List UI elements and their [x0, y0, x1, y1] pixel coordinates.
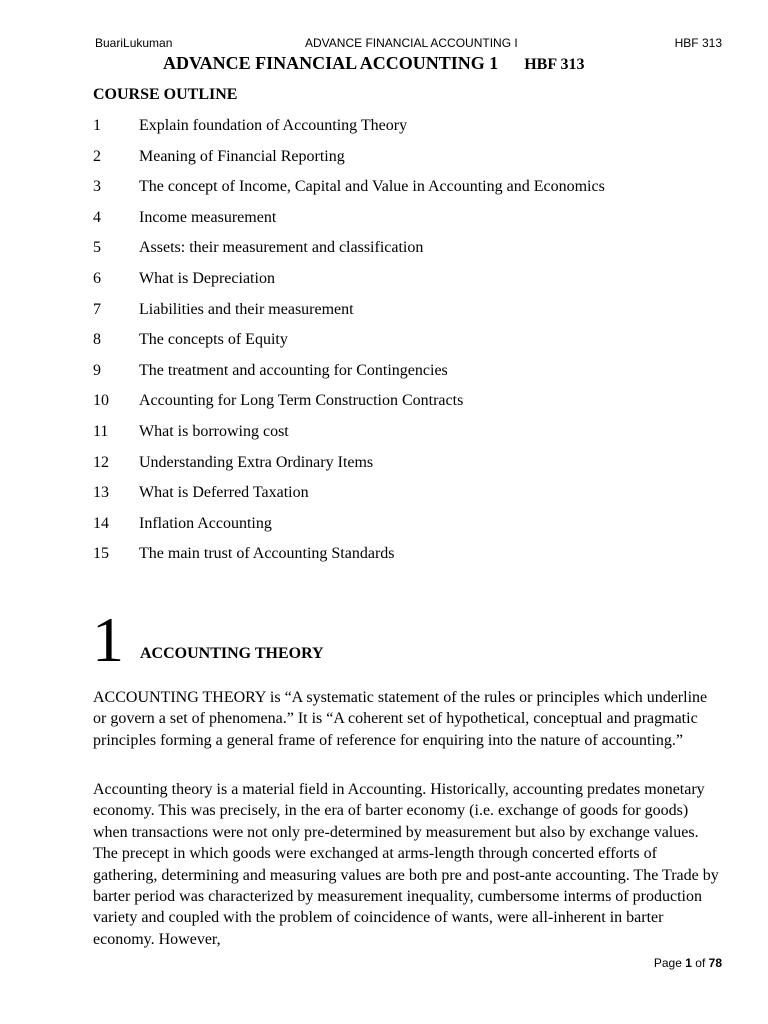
outline-item — [93, 299, 713, 330]
header-course-code: HBF 313 — [674, 36, 722, 50]
outline-item-number: 4 — [93, 208, 101, 226]
course-outline-heading: COURSE OUTLINE — [93, 86, 238, 103]
outline-item — [93, 115, 713, 146]
outline-item-text: What is Depreciation — [139, 269, 275, 287]
outline-item-text: Income measurement — [139, 208, 277, 226]
body-paragraph: Accounting theory is a material field in Accounting. Historically, accounting predates monetary economy. This was precisely, in the era of barter economy (i.e. exchange of goods for goods) when transactions were not only pre-determined by measurement but also by exchange values. The precept in which goods were exchanged at arms-length through concerted efforts of gathering, determining and measuring values are both pre and post-ante accounting. The Trade by barter period was characterized by measurement inequality, cumbersome interms of production variety and coupled with the problem of coincidence of wants, were all-inherent in barter economy. However, — [93, 781, 719, 948]
outline-item-text: What is Deferred Taxation — [139, 484, 309, 502]
outline-item — [93, 237, 713, 268]
chapter-number: 1 — [92, 604, 124, 675]
outline-item-number: 14 — [93, 514, 109, 532]
outline-item — [93, 360, 713, 391]
course-outline-list — [93, 115, 713, 574]
body-paragraph: ACCOUNTING THEORY is “A systematic statement of the rules or principles which underline or govern a set of phenomena.” It is “A coherent set of hypothetical, conceptual and pragmatic principles forming a general frame of reference for enquiring into the nature of accounting.” — [93, 689, 708, 749]
outline-item-text: Inflation Accounting — [139, 514, 272, 532]
document-title-code: HBF 313 — [524, 56, 585, 73]
document-title — [163, 53, 683, 74]
header-running-title: ADVANCE FINANCIAL ACCOUNTING I — [305, 36, 518, 50]
outline-item-number: 11 — [93, 422, 109, 440]
outline-item-number: 8 — [93, 331, 101, 349]
outline-item — [93, 543, 713, 574]
outline-item-number: 7 — [93, 300, 101, 318]
outline-item-text: The main trust of Accounting Standards — [139, 545, 395, 563]
outline-item-number: 3 — [93, 178, 101, 196]
outline-item-text: Understanding Extra Ordinary Items — [139, 453, 374, 471]
outline-item-number: 12 — [93, 453, 109, 471]
page-current: 1 — [685, 956, 692, 970]
outline-item — [93, 329, 713, 360]
outline-item — [93, 390, 713, 421]
outline-item-text: What is borrowing cost — [139, 422, 289, 440]
outline-item-text: Accounting for Long Term Construction Contracts — [139, 392, 464, 410]
outline-item — [93, 146, 713, 177]
outline-item-text: The concepts of Equity — [139, 331, 288, 349]
header-author: BuariLukuman — [95, 36, 173, 50]
document-title-main: ADVANCE FINANCIAL ACCOUNTING 1 — [163, 53, 499, 73]
outline-item — [93, 482, 713, 513]
outline-item — [93, 421, 713, 452]
outline-item-number: 13 — [93, 484, 109, 502]
page-number-footer — [654, 956, 722, 970]
outline-item-text: Explain foundation of Accounting Theory — [139, 117, 408, 134]
outline-item — [93, 513, 713, 544]
outline-item-number: 9 — [93, 361, 101, 379]
outline-item-number: 1 — [93, 117, 101, 134]
page-of-label: of — [695, 956, 706, 970]
page-label: Page — [653, 956, 682, 970]
outline-item-number: 6 — [93, 269, 101, 287]
outline-item-text: Liabilities and their measurement — [139, 300, 354, 318]
outline-item-text: Assets: their measurement and classification — [139, 239, 424, 257]
outline-item-text: Meaning of Financial Reporting — [139, 147, 345, 165]
outline-item — [93, 268, 713, 299]
outline-item — [93, 452, 713, 483]
outline-item — [93, 207, 713, 238]
outline-item-number: 10 — [93, 392, 109, 410]
page-total: 78 — [708, 956, 722, 970]
outline-item-number: 2 — [93, 147, 101, 165]
outline-item-text: The treatment and accounting for Contingencies — [139, 361, 448, 379]
outline-item-number: 5 — [93, 239, 101, 257]
running-header — [95, 36, 722, 52]
outline-item-text: The concept of Income, Capital and Value in Accounting and Economics — [139, 178, 605, 196]
outline-item-number: 15 — [93, 545, 109, 563]
outline-item — [93, 176, 713, 207]
chapter-title: ACCOUNTING THEORY — [140, 645, 324, 662]
